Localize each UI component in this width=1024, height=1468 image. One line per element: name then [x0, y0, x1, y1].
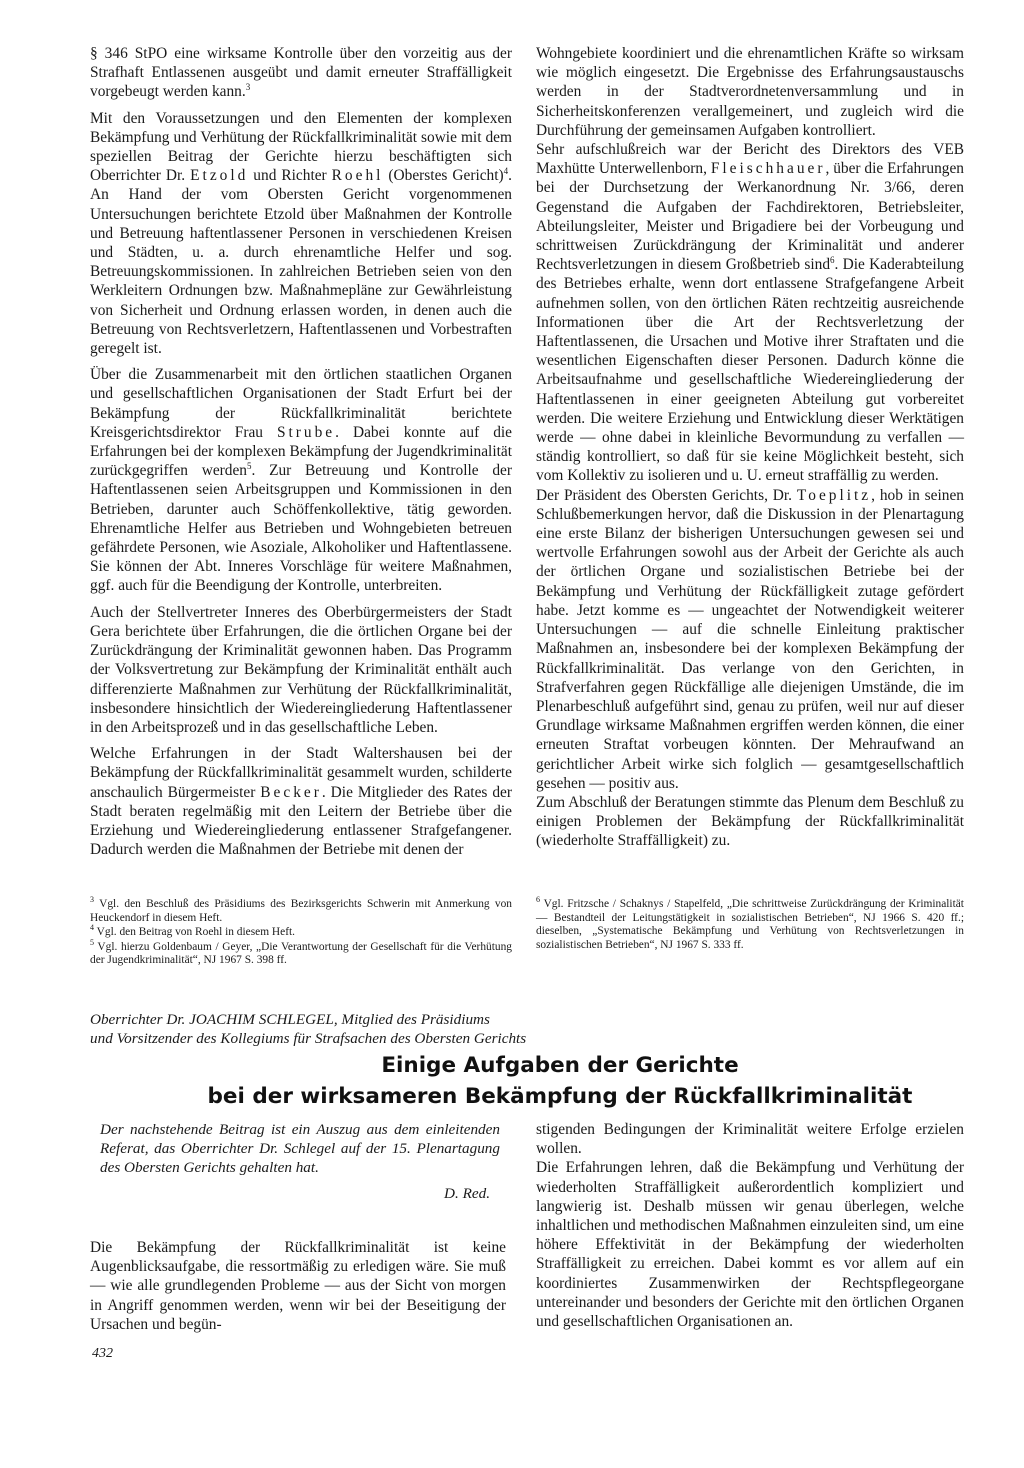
paragraph: Die Erfahrungen lehren, daß die Bekämpfung und Verhütung der wiederholten Straffälligkeit außerordentlich kompliziert und langwierig ist. Deshalb müssen wir genau überlegen, welche inhaltlichen und methodischen Maßnahmen einzuleiten sind, um eine höhere Effektivität in der Bekämpfung der wiederholten Straffälligkeit zu erreichen. Dabei kommt es vor allem auf ein koordiniertes Zusammenwirken der Rechtspflegeorgane untereinander und besonders der Gerichte mit den örtlichen Organen und gesellschaftlichen Organisationen an. — [536, 1159, 964, 1331]
paragraph: § 346 StPO eine wirksame Kontrolle über den vorzeitig aus der Strafhaft Entlassenen ausgeübt und damit erneuter Straffälligkeit vorgebeugt werden kann.$^3$ — [90, 45, 512, 101]
report-right-column — [536, 44, 964, 851]
person-name: Etzold — [190, 167, 249, 185]
footnote-ref[interactable]: 6 — [830, 255, 835, 266]
footnote-ref[interactable]: 3 — [245, 82, 251, 93]
footnote: $^6$ Vgl. Fritzsche / Schaknys / Stapelfeld, „Die schrittweise Zurückdrängung der Kriminalität — Bestandteil der Leitungstätigkeit in sozialistischen Betrieben“, NJ 1966 S. 420 ff.; dieselben, „Systematische Bekämpfung und Verhütung von Rechtsverletzungen in sozialistischen Betrieben“, NJ 1967 S. 333 ff. — [536, 895, 964, 951]
paragraph: stigenden Bedingungen der Kriminalität weitere Erfolge erzielen wollen. — [536, 1121, 964, 1158]
person-name: Becker — [260, 783, 322, 801]
article-body-left — [90, 1238, 506, 1334]
article-body-right — [536, 1120, 964, 1331]
article-author: Oberrichter Dr. JOACHIM SCHLEGEL, Mitglied des Präsidiums und Vorsitzender des Kollegiums für Strafsachen des Obersten Gerichts — [90, 1011, 527, 1047]
footnote-ref[interactable]: 4 — [503, 166, 509, 177]
footnotes-right — [536, 895, 964, 953]
person-name: Strube — [276, 423, 336, 441]
paragraph: Welche Erfahrungen in der Stadt Waltershausen bei der Bekämpfung der Rückfallkriminalität gesammelt wurden, schilderte anschaulich Bürgermeister Becker. Die Mitglieder des Rates der Stadt beraten regelmäßig mit den Leitern der Betriebe über die Erziehung und Wiedereingliederung entlassener Strafgefangener. Dadurch werden die Maßnahmen der Betriebe mit denen der — [90, 745, 512, 859]
person-name: Toeplitz — [796, 486, 872, 504]
paragraph: Mit den Voraussetzungen und den Elementen der komplexen Bekämpfung und Verhütung der Rückfallkriminalität sowie mit dem speziellen Beitrag der Gerichte hierzu beschäftigten sich Oberrichter Dr. Etzold und Richter Roehl (Oberstes Gericht)$^4$. An Hand der vom Obersten Gericht vorgenommenen Untersuchungen berichtete Etzold über Maßnahmen der Kontrolle und Betreuung haftentlassener Personen in verschiedenen Kreisen und Städten, u. a. durch ehrenamtliche Helfer und sog. Betreuungskommissionen. In zahlreichen Betrieben seien von den Werkleitern Ordnungen bzw. Maßnahmepläne zur Gewährleistung von Sicherheit und Ordnung erlassen worden, in denen auch die Betreuung von Rechtsverletzern, Haftentlassenen und Vorbestraften geregelt ist. — [90, 109, 513, 358]
person-name: Roehl — [331, 167, 384, 185]
report-left-column — [90, 44, 512, 866]
paragraph: Zum Abschluß der Beratungen stimmte das Plenum dem Beschluß zu einigen Problemen der Bekämpfung der Rückfallkriminalität (wiederholte Straffälligkeit) zu. — [536, 793, 964, 850]
footnotes-left — [90, 895, 512, 969]
page-number: 432 — [92, 1346, 113, 1361]
paragraph: Wohngebiete koordiniert und die ehrenamtlichen Kräfte so wirksam wie möglich eingesetzt. Die Ergebnisse des Erfahrungsaustauschs werden in der Stadtverordnetenversammlung und in Sicherheitskonferenzen verallgemeinert, und zugleich wird die Durchführung der gemeinsamen Aufgaben kontrolliert. — [536, 45, 964, 139]
paragraph: Der Präsident des Obersten Gerichts, Dr. Toeplitz, hob in seinen Schlußbemerkungen hervor, daß die Diskussion in der Plenartagung eine erste Bilanz der bisherigen Untersuchungen gewesen sei und wertvolle Erfahrungen sowohl aus der Arbeit der Gerichte als auch der örtlichen Organe und sozialistischen Betriebe bei der Bekämpfung und Verhütung der Rückfälligkeit zutage gefördert habe. Jetzt komme es — ungeachtet der Notwendigkeit weiterer Untersuchungen — auf die schnelle Einleitung praktischer Maßnahmen an, insbesondere bei der komplexen Bekämpfung der Rückfallkriminalität. Das verlange von den Gerichten, in Strafverfahren gegen Rückfällige alle diejenigen Umstände, die im Plenarbeschluß aufgeführt sind, genau zu prüfen, weil nur auf dieser Grundlage wirksame Maßnahmen ergriffen werden können, die einer erneuten Straftat vorbeugen könnten. Der Mehraufwand an gerichtlicher Arbeit wirke sich folglich — gesamtgesellschaftlich gesehen — positiv aus. — [536, 486, 964, 792]
paragraph: Auch der Stellvertreter Inneres des Oberbürgermeisters der Stadt Gera berichtete über Erfahrungen, die die örtlichen Organe bei der Zurückdrängung der Kriminalität gewonnen haben. Das Programm der Volksvertretung zur Bekämpfung der Kriminalität enthält auch differenzierte Maßnahmen zur Verhütung der Rückfallkriminalität, insbesondere hinsichtlich der Wiedereingliederung Haftentlassener in den Arbeitsprozeß und in das gesellschaftliche Leben. — [90, 603, 512, 736]
paragraph: Sehr aufschlußreich war der Bericht des Direktors des VEB Maxhütte Unterwellenborn, Fleischhauer, über die Erfahrungen bei der Durchsetzung der Werkanordnung Nr. 3/66, deren Gegenstand die Aufgaben der Fachdirektoren, Betriebsleiter, Abteilungsleiter, Meister und Brigadiere bei der Vorbeugung und schrittweisen Zurückdrängung der Kriminalität und anderer Rechtsverletzungen in diesem Großbetrieb sind$^6$. Die Kaderabteilung des Betriebes erhalte, wenn dort entlassene Strafgefangene Arbeit aufnehmen sollen, von den örtlichen Räten rechtzeitig ausreichende Informationen über die Art der Rechtsverletzung der Haftentlassenen, die Ursachen und Motive ihrer Straftaten und die wesentlichen Eigenschaften dieser Personen. Dadurch könne die Arbeitsaufnahme und gesellschaftliche Wiedereingliederung der Haftentlassenen in einer geeigneten Abteilung gut vorbereitet werden. Die weitere Erziehung und Entwicklung dieser Werktätigen werde — ohne dabei in kleinliche Bevormundung zu verfallen — ständig kontrolliert, so daß für sie keine Möglichkeit besteht, sich vom Kollektiv zu isolieren und u. U. erneut straffällig zu werden. — [536, 141, 965, 485]
footnote-ref[interactable]: 5 — [247, 461, 252, 472]
person-name: Fleischhauer — [710, 160, 826, 178]
article-title: Einige Aufgaben der Gerichte bei der wirksameren Bekämpfung der Rückfallkriminalität — [207, 1053, 913, 1109]
footnote: $^5$ Vgl. hierzu Goldenbaum / Geyer, „Die Verantwortung der Gesellschaft für die Verhütung der Jugendkriminalität“, NJ 1967 S. 398 ff. — [90, 937, 512, 967]
paragraph: Die Bekämpfung der Rückfallkriminalität ist keine Augenblicksaufgabe, die ressortmäßig zu erledigen wäre. Sie muß — wie alle grundlegenden Probleme — aus der Sicht von morgen in Angriff genommen werden, wenn wir bei der Beseitigung der Ursachen und begün- — [90, 1239, 506, 1333]
editorial-signature: D. Red. — [444, 1185, 490, 1202]
footnote: $^4$ Vgl. den Beitrag von Roehl in diesem Heft. — [90, 923, 296, 939]
editorial-lead: Der nachstehende Beitrag ist ein Auszug aus dem einleitenden Referat, das Oberrichter Dr. Schlegel auf der 15. Plenartagung des Obersten Gerichts gehalten hat. — [100, 1121, 500, 1177]
paragraph: Über die Zusammenarbeit mit den örtlichen staatlichen Organen und gesellschaftlichen Organisationen der Stadt Erfurt bei der Bekämpfung der Rückfallkriminalität berichtete Kreisgerichtsdirektor Frau Strube. Dabei konnte auf die Erfahrungen bei der komplexen Bekämpfung der Jugendkriminalität zurückgegriffen werden$^5$. Zur Betreuung und Kontrolle der Haftentlassenen seien Arbeitsgruppen und Kommissionen in den Betrieben, darunter auch Schöffenkollektive, tätig geworden. Ehrenamtliche Helfer aus Betrieben und Wohngebieten betreuen gefährdete Personen, wie Asoziale, Alkoholiker und Haftentlassene. Sie können der Abt. Inneres Vorschläge für weitere Maßnahmen, ggf. auch für die Beendigung der Kontrolle, unterbreiten. — [90, 366, 513, 595]
footnote: $^3$ Vgl. den Beschluß des Präsidiums des Bezirksgerichts Schwerin mit Anmerkung von Heuckendorf in diesem Heft. — [90, 895, 512, 924]
